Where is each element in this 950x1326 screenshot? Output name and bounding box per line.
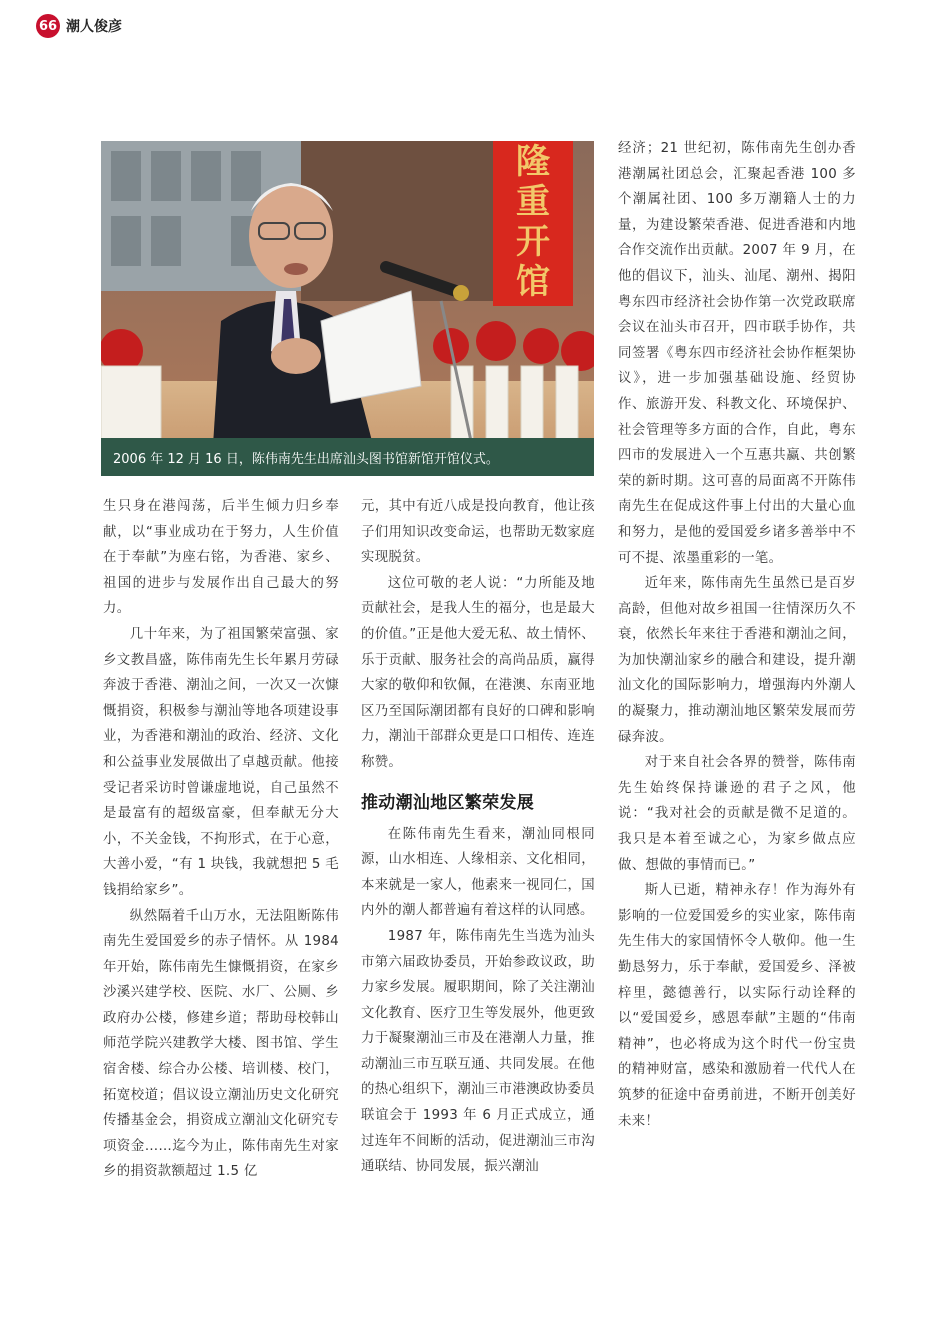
paragraph: 在陈伟南先生看来，潮汕同根同源，山水相连、人缘相亲、文化相同，本来就是一家人，他素来一视同仁，国内外的潮人都普遍有着这样的认同感。	[361, 826, 595, 919]
page-number: 66	[36, 14, 60, 38]
paragraph: 这位可敬的老人说：“力所能及地贡献社会，是我人生的福分，也是最大的价值。”正是他大爱无私、故土情怀、乐于贡献、服务社会的高尚品质，赢得大家的敬仰和钦佩，在港澳、东南亚地区乃至国际潮团都有良好的口碑和影响力，潮汕干部群众更是口口相传、连连称赞。	[361, 575, 595, 770]
article-column-middle	[361, 494, 595, 1180]
paragraph: 1987 年，陈伟南先生当选为汕头市第六届政协委员，开始参政议政，助力家乡发展。履职期间，除了关注潮汕文化教育、医疗卫生等发展外，他更致力于凝聚潮汕三市及在港潮人力量，推动潮汕三市互联互通、共同发展。在他的热心组织下，潮汕三市港澳政协委员联谊会于 1993 年 6 月正式成立，通过连年不间断的活动，促进潮汕三市沟通联结、协同发展，振兴潮汕	[361, 928, 595, 1175]
paragraph: 近年来，陈伟南先生虽然已是百岁高龄，但他对故乡祖国一往情深历久不衰，依然长年来往于香港和潮汕之间，为加快潮汕家乡的融合和建设，提升潮汕文化的国际影响力，增强海内外潮人的凝聚力，推动潮汕地区繁荣发展而劳碌奔波。	[618, 576, 856, 745]
paragraph: 斯人已逝，精神永存！作为海外有影响的一位爱国爱乡的实业家，陈伟南先生伟大的家国情怀令人敬仰。他一生勤恳努力，乐于奉献，爱国爱乡、泽被梓里，懿德善行，以实际行动诠释的以“爱国爱乡，感恩奉献”主题的“伟南精神”，也必将成为这个时代一份宝贵的精神财富，感染和激励着一代代人在筑梦的征途中奋勇前进，不断开创美好未来！	[618, 883, 856, 1129]
page-header	[36, 14, 122, 38]
article-subheading: 推动潮汕地区繁荣发展	[361, 792, 534, 813]
banner-char: 隆	[516, 142, 550, 182]
paragraph: 几十年来，为了祖国繁荣富强、家乡文教昌盛，陈伟南先生长年累月劳碌奔波于香港、潮汕之间，一次又一次慷慨捐资，积极参与潮汕等地各项建设事业，为香港和潮汕的政治、经济、文化和公益事业发展做出了卓越贡献。他接受记者采访时曾谦虚地说，自己虽然不是最富有的超级富豪，但奉献无分大小，不关金钱，不拘形式，在于心意，大善小爱，“有 1 块钱，我就想把 5 毛钱捐给家乡”。	[103, 626, 339, 898]
article-column-left	[103, 494, 339, 1185]
paragraph: 元，其中有近八成是投向教育，他让孩子们用知识改变命运，也帮助无数家庭实现脱贫。	[361, 499, 595, 566]
photo-illustration	[101, 141, 594, 476]
banner-char: 馆	[516, 262, 550, 302]
paragraph: 对于来自社会各界的赞誉，陈伟南先生始终保持谦逊的君子之风，他说：“我对社会的贡献是微不足道的。我只是本着至诚之心，为家乡做点应做、想做的事情而已。”	[618, 755, 856, 873]
article-column-right	[618, 136, 856, 1134]
article-photo	[101, 141, 594, 476]
section-title: 潮人俊彦	[66, 19, 122, 35]
photo-caption: 2006 年 12 月 16 日，陈伟南先生出席汕头图书馆新馆开馆仪式。	[101, 438, 594, 476]
paragraph: 经济；21 世纪初，陈伟南先生创办香港潮属社团总会，汇聚起香港 100 多个潮属社团、100 多万潮籍人士的力量，为建设繁荣香港、促进香港和内地合作交流作出贡献。2007 年 9 月，在他的倡议下，汕头、汕尾、潮州、揭阳粤东四市经济社会协作第一次党政联席会议在汕头市召开，四市联手协作，共同签署《粤东四市经济社会协作框架协议》，进一步加强基础设施、经贸协作、旅游开发、科教文化、环境保护、社会管理等多方面的合作，自此，粤东四市的发展进入一个互惠共赢、共创繁荣的新时期。这可喜的局面离不开陈伟南先生在促成这件事上付出的大量心血和努力，是他的爱国爱乡诸多善举中不可不提、浓墨重彩的一笔。	[618, 141, 856, 566]
paragraph: 纵然隔着千山万水，无法阻断陈伟南先生爱国爱乡的赤子情怀。从 1984 年开始，陈伟南先生慷慨捐资，在家乡沙溪兴建学校、医院、水厂、公厕、乡政府办公楼，修建乡道；帮助母校韩山师范学院兴建教学大楼、图书馆、学生宿舍楼、综合办公楼、培训楼、校门，拓宽校道；倡议设立潮汕历史文化研究传播基金会，捐资成立潮汕文化研究专项资金……迄今为止，陈伟南先生对家乡的捐资款额超过 1.5 亿	[103, 908, 339, 1180]
banner-char: 重	[516, 182, 550, 222]
paragraph: 生只身在港闯荡，后半生倾力归乡奉献，以“事业成功在于努力，人生价值在于奉献”为座右铭，为香港、家乡、祖国的进步与发展作出自己最大的努力。	[103, 499, 339, 617]
banner-char: 开	[516, 222, 550, 262]
